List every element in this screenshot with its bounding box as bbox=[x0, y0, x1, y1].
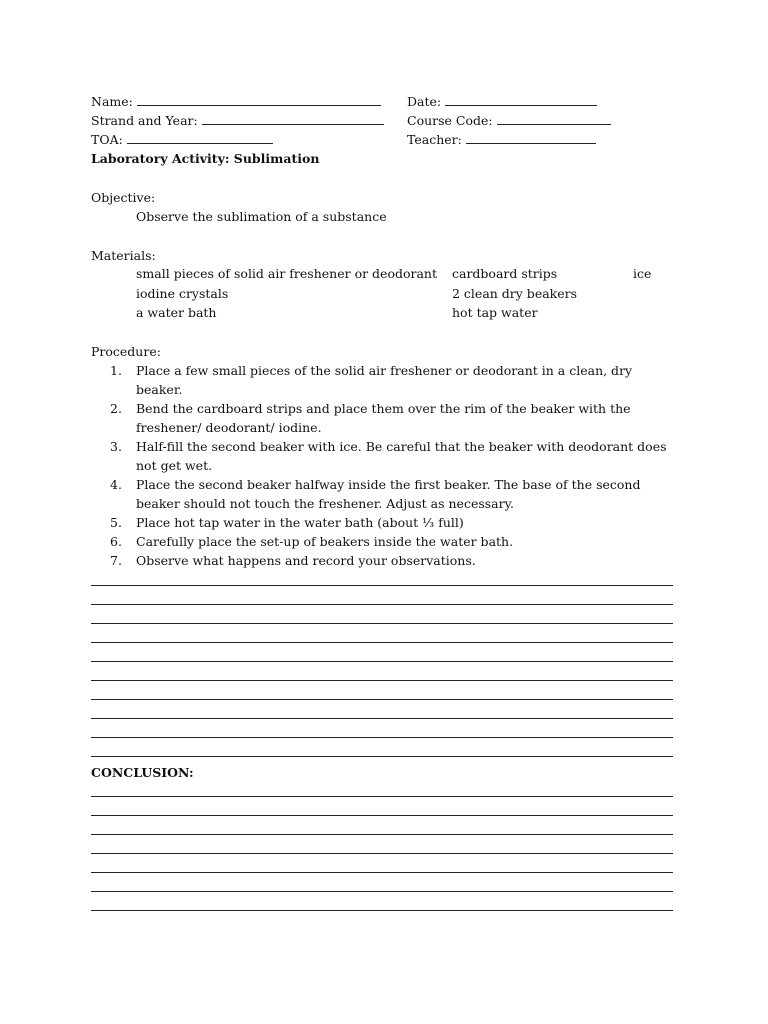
material-item: ice bbox=[633, 266, 652, 281]
date-field[interactable] bbox=[407, 94, 597, 109]
step-number: 2. bbox=[110, 401, 122, 416]
objective-label: Objective: bbox=[91, 190, 156, 205]
toa-blank[interactable] bbox=[127, 132, 273, 144]
procedure-step bbox=[110, 361, 680, 399]
teacher-field[interactable] bbox=[407, 132, 596, 147]
observation-line[interactable] bbox=[91, 680, 673, 681]
teacher-blank[interactable] bbox=[466, 132, 596, 144]
material-item: 2 clean dry beakers bbox=[452, 286, 578, 301]
material-item: iodine crystals bbox=[136, 286, 229, 301]
step-text: Place a few small pieces of the solid air freshener or deodorant in a clean, dry beaker. bbox=[136, 363, 633, 397]
observation-line[interactable] bbox=[91, 585, 673, 586]
conclusion-line[interactable] bbox=[91, 891, 673, 892]
conclusion-line[interactable] bbox=[91, 853, 673, 854]
conclusion-line[interactable] bbox=[91, 872, 673, 873]
date-label: Date: bbox=[407, 94, 442, 109]
name-label: Name: bbox=[91, 94, 133, 109]
observation-line[interactable] bbox=[91, 737, 673, 738]
step-number: 5. bbox=[110, 515, 122, 530]
material-item: cardboard strips bbox=[452, 266, 558, 281]
objective-text: Observe the sublimation of a substance bbox=[136, 209, 387, 224]
procedure-label: Procedure: bbox=[91, 344, 161, 359]
conclusion-line[interactable] bbox=[91, 815, 673, 816]
observation-line[interactable] bbox=[91, 604, 673, 605]
observation-line[interactable] bbox=[91, 756, 673, 757]
activity-title: Laboratory Activity: Sublimation bbox=[91, 151, 320, 166]
material-item: small pieces of solid air freshener or deodorant bbox=[136, 266, 437, 281]
step-number: 1. bbox=[110, 363, 122, 378]
step-number: 6. bbox=[110, 534, 122, 549]
observation-line[interactable] bbox=[91, 718, 673, 719]
conclusion-line[interactable] bbox=[91, 796, 673, 797]
toa-label: TOA: bbox=[91, 132, 123, 147]
step-text: Observe what happens and record your observations. bbox=[136, 553, 476, 568]
name-blank[interactable] bbox=[137, 94, 381, 106]
name-field[interactable] bbox=[91, 94, 381, 109]
conclusion-line[interactable] bbox=[91, 834, 673, 835]
course-code-field[interactable] bbox=[407, 113, 611, 128]
step-number: 7. bbox=[110, 553, 122, 568]
material-item: hot tap water bbox=[452, 305, 538, 320]
conclusion-line[interactable] bbox=[91, 910, 673, 911]
observation-line[interactable] bbox=[91, 642, 673, 643]
step-text: Carefully place the set-up of beakers inside the water bath. bbox=[136, 534, 514, 549]
course-code-blank[interactable] bbox=[497, 113, 611, 125]
strand-year-field[interactable] bbox=[91, 113, 384, 128]
procedure-step bbox=[110, 475, 680, 513]
procedure-list bbox=[110, 361, 680, 570]
course-code-label: Course Code: bbox=[407, 113, 493, 128]
strand-year-blank[interactable] bbox=[202, 113, 384, 125]
step-number: 4. bbox=[110, 477, 122, 492]
materials-label: Materials: bbox=[91, 248, 156, 263]
date-blank[interactable] bbox=[445, 94, 597, 106]
observation-line[interactable] bbox=[91, 699, 673, 700]
toa-field[interactable] bbox=[91, 132, 273, 147]
procedure-step bbox=[110, 437, 680, 475]
step-text: Half-fill the second beaker with ice. Be careful that the beaker with deodorant does not get wet. bbox=[136, 439, 667, 473]
conclusion-label: CONCLUSION: bbox=[91, 765, 194, 780]
step-text: Bend the cardboard strips and place them over the rim of the beaker with the freshener/ deodorant/ iodine. bbox=[136, 401, 631, 435]
observation-line[interactable] bbox=[91, 623, 673, 624]
step-text: Place hot tap water in the water bath (about ⅓ full) bbox=[136, 515, 464, 530]
procedure-step bbox=[110, 513, 680, 532]
step-number: 3. bbox=[110, 439, 122, 454]
strand-year-label: Strand and Year: bbox=[91, 113, 198, 128]
procedure-step bbox=[110, 551, 680, 570]
observation-line[interactable] bbox=[91, 661, 673, 662]
step-text: Place the second beaker halfway inside the first beaker. The base of the second beaker should not touch the freshener. Adjust as necessary. bbox=[136, 477, 641, 511]
teacher-label: Teacher: bbox=[407, 132, 462, 147]
material-item: a water bath bbox=[136, 305, 217, 320]
procedure-step bbox=[110, 532, 680, 551]
procedure-step bbox=[110, 399, 680, 437]
